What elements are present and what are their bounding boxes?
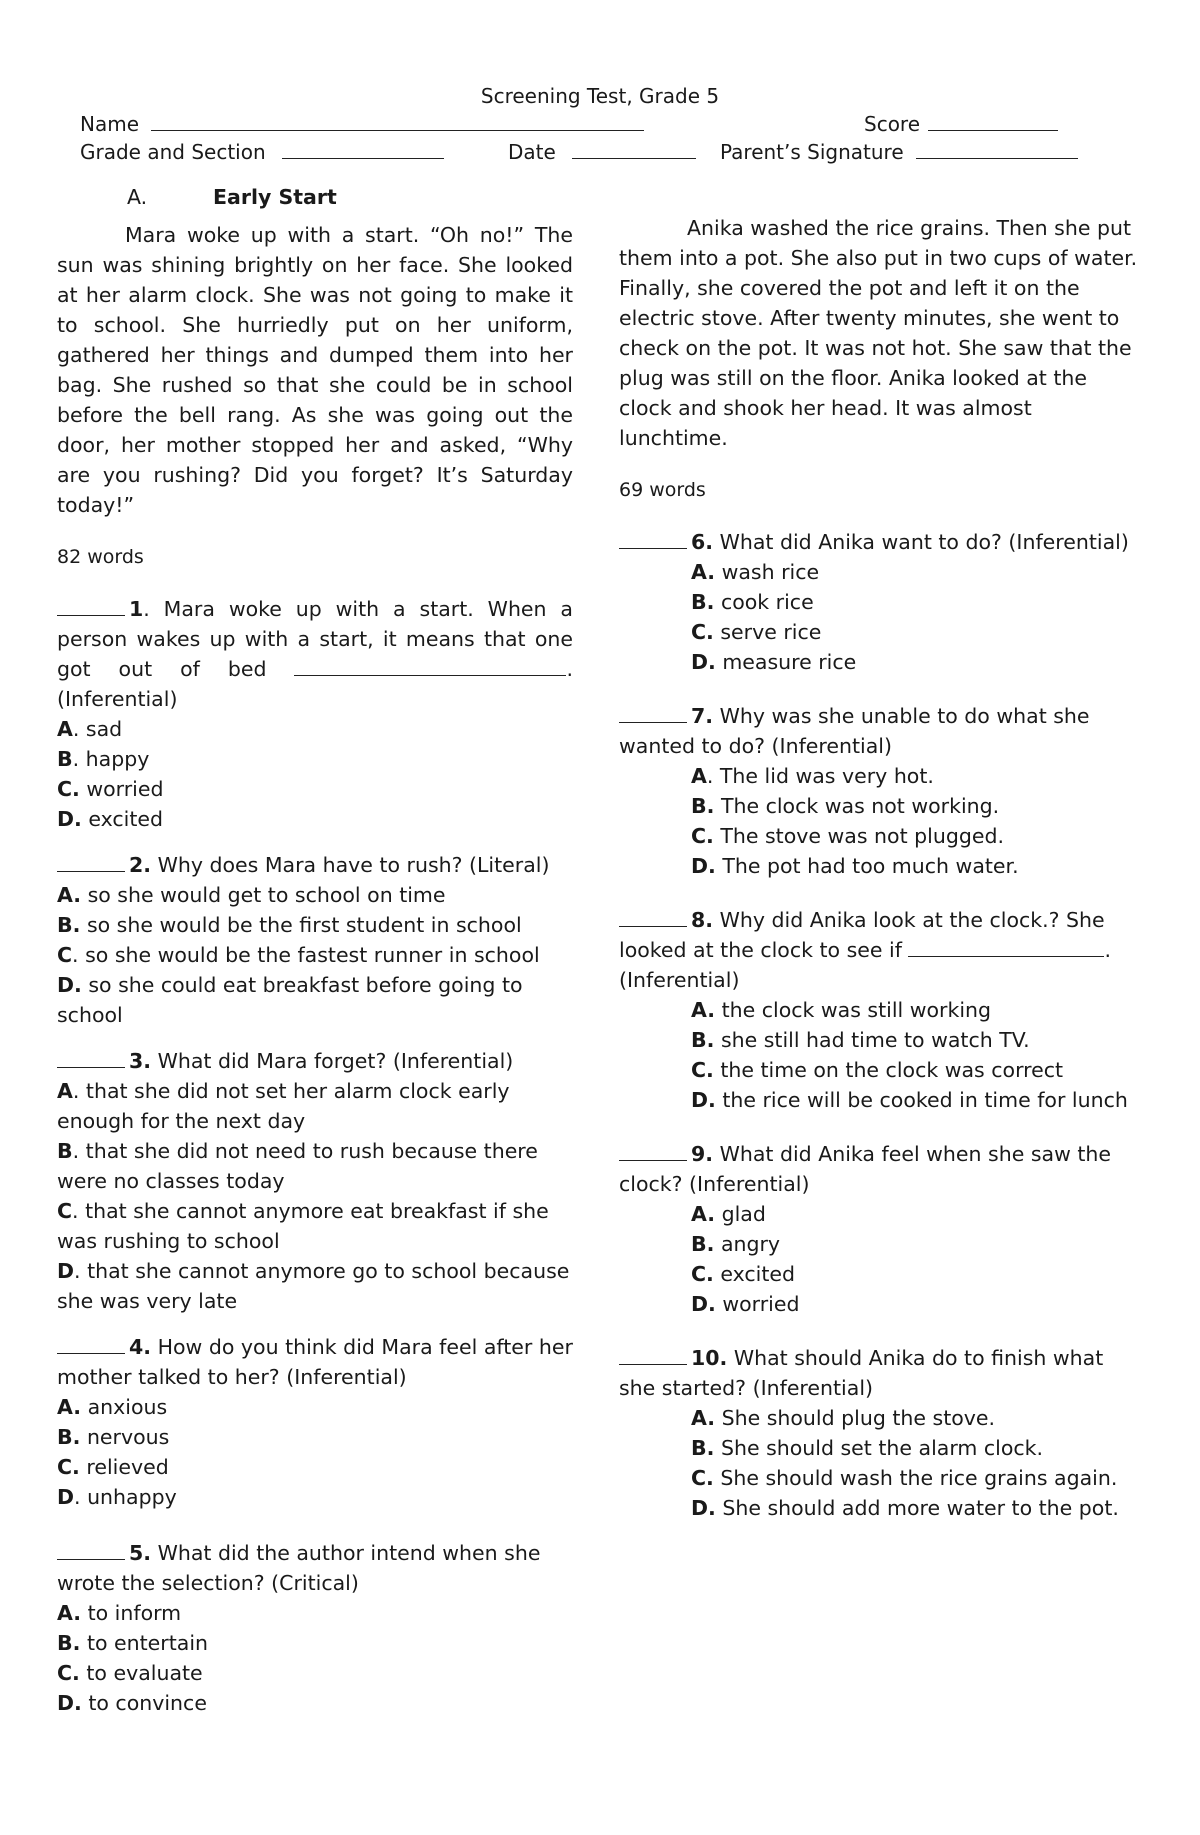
option-text: nervous — [80, 1425, 170, 1449]
answer-blank-6[interactable] — [619, 528, 687, 549]
option-letter: D — [57, 1485, 75, 1509]
option-text: to convince — [81, 1691, 207, 1715]
option-10a[interactable] — [619, 1403, 1139, 1433]
question-number: 3. — [129, 1049, 152, 1073]
answer-blank-10[interactable] — [619, 1344, 687, 1365]
score-label: Score — [864, 112, 921, 136]
question-text: Why did Anika look at the clock.? She looked at the clock to see if — [619, 908, 1105, 962]
question-6 — [619, 527, 1139, 677]
option-letter: C. — [57, 1455, 80, 1479]
score-field[interactable] — [864, 112, 1058, 136]
option-letter: D. — [691, 1292, 716, 1316]
passage-2: Anika washed the rice grains. Then she put them into a pot. She also put in two cups of water. Finally, she covered the pot and left it on the electric stove. After twenty minutes, she went to check on the pot. It was not hot. She saw that the plug was still on the floor. Anika looked at the clock and shook her head. It was almost lunchtime. — [619, 216, 1138, 450]
option-letter: C. — [691, 1466, 714, 1490]
question-3 — [57, 1046, 573, 1316]
option-text: . that she cannot anymore eat breakfast if she was rushing to school — [57, 1199, 549, 1253]
question-7 — [619, 701, 1139, 881]
option-text: She should plug the stove. — [715, 1406, 996, 1430]
option-4c[interactable] — [57, 1452, 573, 1482]
answer-blank-4[interactable] — [57, 1333, 125, 1354]
option-letter: B. — [691, 1436, 715, 1460]
option-text: anxious — [81, 1395, 168, 1419]
option-letter: C. — [691, 1058, 714, 1082]
answer-blank-5[interactable] — [57, 1539, 125, 1560]
option-text: glad — [715, 1202, 766, 1226]
question-number: 10. — [691, 1346, 728, 1370]
answer-blank-8[interactable] — [619, 906, 687, 927]
option-1b[interactable] — [57, 744, 573, 774]
section-letter: A. — [127, 185, 148, 209]
option-3c[interactable] — [57, 1196, 573, 1256]
option-1d[interactable] — [57, 804, 573, 834]
option-text: wash rice — [715, 560, 820, 584]
question-3-stem — [57, 1046, 573, 1076]
question-number: 4. — [129, 1335, 152, 1359]
option-text: She should wash the rice grains again. — [713, 1466, 1118, 1490]
option-text: . happy — [72, 747, 150, 771]
option-text: She should add more water to the pot. — [715, 1496, 1119, 1520]
question-text: What did the author intend when she wrote the selection? (Critical) — [57, 1541, 541, 1595]
option-text: The clock was not working. — [714, 794, 1000, 818]
option-9b[interactable] — [619, 1229, 1139, 1259]
option-text: so she could eat breakfast before going to school — [57, 973, 523, 1027]
option-letter: C. — [691, 620, 714, 644]
option-letter: B — [57, 747, 73, 771]
option-2c[interactable] — [57, 940, 573, 970]
option-5a[interactable] — [57, 1598, 573, 1628]
question-text: What did Anika want to do? (Inferential) — [713, 530, 1129, 554]
fill-in-line — [908, 938, 1104, 957]
option-text: . that she did not set her alarm clock early enough for the next day — [57, 1079, 510, 1133]
option-letter: B. — [691, 1028, 715, 1052]
option-10b[interactable] — [619, 1433, 1139, 1463]
question-5 — [57, 1538, 573, 1718]
question-text-end: . (Inferential) — [57, 657, 573, 711]
option-text: . sad — [72, 717, 123, 741]
option-text: serve rice — [713, 620, 822, 644]
option-letter: C — [57, 943, 73, 967]
question-1 — [57, 594, 573, 834]
question-9 — [619, 1139, 1139, 1319]
right-column — [619, 213, 1139, 1539]
option-5d[interactable] — [57, 1688, 573, 1718]
question-text-end: . (Inferential) — [619, 938, 1111, 992]
option-letter: D. — [57, 1691, 82, 1715]
option-5b[interactable] — [57, 1628, 573, 1658]
question-number: 2. — [129, 853, 152, 877]
option-10d[interactable] — [619, 1493, 1139, 1523]
question-10 — [619, 1343, 1139, 1523]
option-letter: D. — [691, 650, 716, 674]
option-text: angry — [714, 1232, 781, 1256]
option-letter: A. — [691, 560, 716, 584]
parent-signature-field[interactable] — [720, 140, 1078, 164]
option-letter: A. — [691, 1202, 716, 1226]
option-6b[interactable] — [619, 587, 1139, 617]
option-9a[interactable] — [619, 1199, 1139, 1229]
question-number: 5. — [129, 1541, 152, 1565]
question-text: What did Anika feel when she saw the clock? (Inferential) — [619, 1142, 1112, 1196]
option-text: . that she cannot anymore go to school because she was very late — [57, 1259, 570, 1313]
option-4b[interactable] — [57, 1422, 573, 1452]
option-3a[interactable] — [57, 1076, 573, 1136]
option-8d[interactable] — [619, 1085, 1139, 1115]
option-2d[interactable] — [57, 970, 573, 1030]
answer-blank-7[interactable] — [619, 702, 687, 723]
option-1a[interactable] — [57, 714, 573, 744]
option-7c[interactable] — [619, 821, 1139, 851]
option-9d[interactable] — [619, 1289, 1139, 1319]
option-text: The stove was not plugged. — [713, 824, 1005, 848]
question-2 — [57, 850, 573, 1030]
option-letter: D — [57, 1259, 75, 1283]
page-title: Screening Test, Grade 5 — [480, 84, 720, 108]
question-number: 1 — [129, 597, 144, 621]
option-letter: A — [57, 717, 73, 741]
answer-blank-3[interactable] — [57, 1047, 125, 1068]
option-letter: B. — [691, 794, 715, 818]
option-letter: D. — [57, 973, 82, 997]
question-number: 7. — [691, 704, 714, 728]
question-text: Why does Mara have to rush? (Literal) — [151, 853, 550, 877]
option-letter: C. — [57, 1661, 80, 1685]
option-2a[interactable] — [57, 880, 573, 910]
question-5-stem — [57, 1538, 573, 1598]
option-letter: A. — [691, 1406, 716, 1430]
parent-signature-label: Parent’s Signature — [720, 140, 904, 164]
option-7a[interactable] — [619, 761, 1139, 791]
option-letter: C. — [57, 777, 80, 801]
question-9-stem — [619, 1139, 1139, 1199]
grade-section-line — [282, 140, 444, 159]
option-text: . so she would be the fastest runner in school — [72, 943, 540, 967]
option-text: measure rice — [715, 650, 857, 674]
option-letter: A. — [57, 1601, 82, 1625]
option-letter: D. — [57, 807, 82, 831]
question-text: What did Mara forget? (Inferential) — [151, 1049, 514, 1073]
option-8b[interactable] — [619, 1025, 1139, 1055]
option-text: worried — [79, 777, 164, 801]
option-text: excited — [713, 1262, 796, 1286]
question-8-stem — [619, 905, 1139, 995]
parent-signature-line — [916, 140, 1078, 159]
option-text: . unhappy — [74, 1485, 177, 1509]
question-number: 6. — [691, 530, 714, 554]
option-text: The pot had too much water. — [715, 854, 1019, 878]
option-letter: A — [57, 1079, 73, 1103]
option-text: to inform — [81, 1601, 182, 1625]
question-number: 9. — [691, 1142, 714, 1166]
question-6-stem — [619, 527, 1139, 557]
question-text: How do you think did Mara feel after her mother talked to her? (Inferential) — [57, 1335, 573, 1389]
option-6d[interactable] — [619, 647, 1139, 677]
option-letter: A. — [57, 1395, 82, 1419]
answer-blank-1[interactable] — [57, 595, 125, 616]
grade-section-label: Grade and Section — [80, 140, 266, 164]
option-text: relieved — [79, 1455, 169, 1479]
option-text: the rice will be cooked in time for lunch — [715, 1088, 1128, 1112]
option-text: she still had time to watch TV. — [714, 1028, 1030, 1052]
option-5c[interactable] — [57, 1658, 573, 1688]
option-3b[interactable] — [57, 1136, 573, 1196]
option-1c[interactable] — [57, 774, 573, 804]
option-letter: D. — [691, 854, 716, 878]
option-2b[interactable] — [57, 910, 573, 940]
option-4d[interactable] — [57, 1482, 573, 1512]
question-text: Why was she unable to do what she wanted to do? (Inferential) — [619, 704, 1090, 758]
option-text: the clock was still working — [715, 998, 992, 1022]
question-text: What should Anika do to finish what she started? (Inferential) — [619, 1346, 1104, 1400]
fill-in-line — [294, 657, 566, 676]
question-text: . Mara woke up with a start. When a person wakes up with a start, it means that one got out of bed — [57, 597, 573, 681]
date-label: Date — [508, 140, 556, 164]
option-letter: A. — [57, 883, 82, 907]
option-text: . that she did not need to rush because there were no classes today — [57, 1139, 538, 1193]
left-column — [57, 182, 573, 1734]
option-text: She should set the alarm clock. — [714, 1436, 1044, 1460]
question-4-stem — [57, 1332, 573, 1392]
option-text: cook rice — [714, 590, 814, 614]
name-field[interactable] — [80, 112, 644, 136]
option-letter: B. — [691, 590, 715, 614]
option-10c[interactable] — [619, 1463, 1139, 1493]
passage-1: Mara woke up with a start. “Oh no!” The sun was shining brightly on her face. She looked at her alarm clock. She was not going to make it to school. She hurriedly put on her uniform, gathered her things and dumped them into her bag. She rushed so that she could be in school before the bell rang. As she was going out the door, her mother stopped her and asked, “Why are you rushing? Did you forget? It’s Saturday today!” — [57, 223, 573, 517]
name-label: Name — [80, 112, 140, 136]
question-4 — [57, 1332, 573, 1512]
option-text: the time on the clock was correct — [713, 1058, 1064, 1082]
option-4a[interactable] — [57, 1392, 573, 1422]
question-1-stem — [57, 594, 573, 714]
option-letter: D. — [691, 1496, 716, 1520]
question-number: 8. — [691, 908, 714, 932]
name-line — [151, 112, 644, 131]
option-letter: B. — [57, 1631, 81, 1655]
date-line — [572, 140, 696, 159]
option-3d[interactable] — [57, 1256, 573, 1316]
score-line — [928, 112, 1058, 131]
option-text: to entertain — [80, 1631, 209, 1655]
option-text: worried — [715, 1292, 800, 1316]
answer-blank-9[interactable] — [619, 1140, 687, 1161]
option-7d[interactable] — [619, 851, 1139, 881]
option-text: so she would be the first student in school — [80, 913, 522, 937]
option-6a[interactable] — [619, 557, 1139, 587]
question-10-stem — [619, 1343, 1139, 1403]
date-field[interactable] — [508, 140, 696, 164]
option-text: to evaluate — [79, 1661, 203, 1685]
option-letter: D. — [691, 1088, 716, 1112]
option-8c[interactable] — [619, 1055, 1139, 1085]
option-letter: B — [57, 1139, 73, 1163]
answer-blank-2[interactable] — [57, 851, 125, 872]
option-8a[interactable] — [619, 995, 1139, 1025]
option-letter: B. — [57, 913, 81, 937]
grade-section-field[interactable] — [80, 140, 444, 164]
question-7-stem — [619, 701, 1139, 761]
option-6c[interactable] — [619, 617, 1139, 647]
option-letter: A. — [691, 998, 716, 1022]
question-2-stem — [57, 850, 573, 880]
word-count-1: 82 words — [57, 546, 144, 568]
section-title: Early Start — [213, 185, 337, 209]
word-count-2: 69 words — [619, 479, 706, 501]
section-heading — [57, 182, 573, 212]
option-letter: A — [691, 764, 707, 788]
option-letter: B. — [57, 1425, 81, 1449]
option-letter: C. — [691, 1262, 714, 1286]
option-letter: C. — [691, 824, 714, 848]
question-8 — [619, 905, 1139, 1115]
option-text: so she would get to school on time — [81, 883, 446, 907]
option-7b[interactable] — [619, 791, 1139, 821]
option-letter: B. — [691, 1232, 715, 1256]
option-9c[interactable] — [619, 1259, 1139, 1289]
option-text: . The lid was very hot. — [706, 764, 934, 788]
option-text: excited — [81, 807, 163, 831]
option-letter: C — [57, 1199, 73, 1223]
